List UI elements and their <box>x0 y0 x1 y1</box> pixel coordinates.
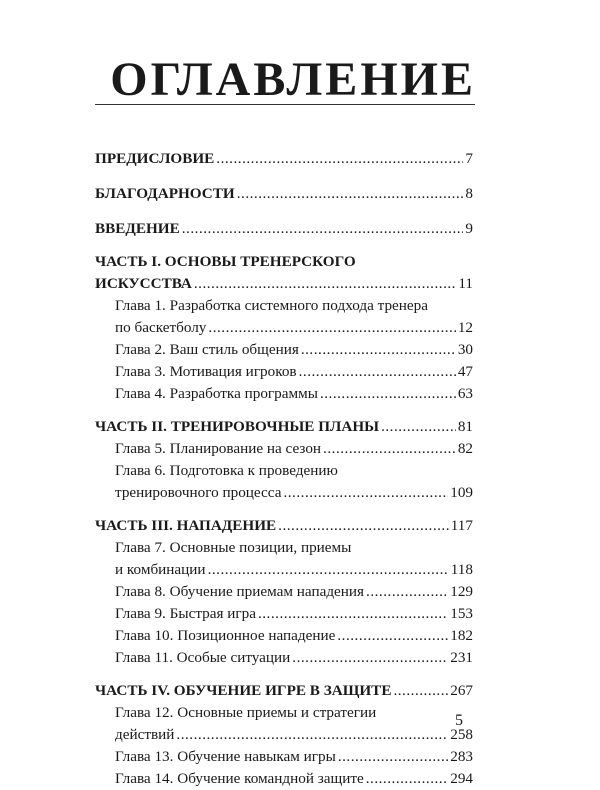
toc-page-number: 153 <box>450 605 473 622</box>
dot-leader <box>337 625 448 647</box>
toc-part1-title-line1[interactable] <box>95 251 473 273</box>
toc-page-number: 7 <box>465 150 473 167</box>
dot-leader <box>208 559 449 581</box>
toc-chapter-7-line2[interactable] <box>95 559 473 581</box>
title-divider <box>95 104 475 105</box>
toc-chapter-10[interactable] <box>95 625 473 647</box>
dot-leader <box>366 581 448 603</box>
toc-chapter-1-line2[interactable] <box>95 317 473 339</box>
toc-page-number: 182 <box>450 627 473 644</box>
toc-page-number: 283 <box>450 748 473 765</box>
toc-chapter-8[interactable] <box>95 581 473 603</box>
toc-entry-intro[interactable] <box>95 218 473 240</box>
toc-chapter-1-line1[interactable] <box>95 295 473 317</box>
toc-part-label: ИСКУССТВА <box>95 275 192 292</box>
toc-chapter-label: Глава 6. Подготовка к проведению <box>115 462 338 479</box>
toc-chapter-label: Глава 1. Разработка системного подхода тренера <box>115 297 428 314</box>
toc-page-number: 231 <box>450 649 473 666</box>
dot-leader <box>299 361 456 383</box>
toc-chapter-label: Глава 5. Планирование на сезон <box>115 440 322 457</box>
toc-chapter-label: по баскетболу <box>115 319 207 336</box>
toc-chapter-label: Глава 12. Основные приемы и стратегии <box>115 704 377 721</box>
toc-chapter-6-line1[interactable] <box>95 460 473 482</box>
toc-chapter-label: Глава 3. Мотивация игроков <box>115 363 297 380</box>
toc-chapter-14[interactable] <box>95 768 473 790</box>
toc-chapter-label: Глава 11. Особые ситуации <box>115 649 291 666</box>
dot-leader <box>393 680 448 702</box>
toc-page-number: 63 <box>457 385 473 402</box>
toc-page-number: 82 <box>457 440 473 457</box>
dot-leader <box>237 183 464 205</box>
dot-leader <box>278 515 449 537</box>
toc-chapter-label: Глава 13. Обучение навыкам игры <box>115 748 336 765</box>
toc-part4-title[interactable] <box>95 680 473 702</box>
dot-leader <box>338 746 448 768</box>
dot-leader <box>283 482 448 504</box>
dot-leader <box>381 416 456 438</box>
toc-part-label: ЧАСТЬ II. ТРЕНИРОВОЧНЫЕ ПЛАНЫ <box>95 418 380 435</box>
toc-page-number: 11 <box>458 275 473 292</box>
toc-chapter-label: Глава 2. Ваш стиль общения <box>115 341 299 358</box>
toc-chapter-label: Глава 14. Обучение командной защите <box>115 770 364 787</box>
toc-entry-thanks[interactable] <box>95 183 473 205</box>
toc-page-number: 294 <box>450 770 473 787</box>
toc-chapter-label: Глава 4. Разработка программы <box>115 385 318 402</box>
table-of-contents <box>95 148 473 790</box>
toc-entry-label: БЛАГОДАРНОСТИ <box>95 185 235 202</box>
toc-chapter-9[interactable] <box>95 603 473 625</box>
dot-leader <box>301 339 456 361</box>
toc-entry-label: ПРЕДИСЛОВИЕ <box>95 150 215 167</box>
toc-entry-label: ВВЕДЕНИЕ <box>95 220 180 237</box>
dot-leader <box>323 438 456 460</box>
toc-page-number: 118 <box>450 561 473 578</box>
toc-chapter-label: Глава 8. Обучение приемам нападения <box>115 583 365 600</box>
page-title: ОГЛАВЛЕНИЕ <box>110 53 476 106</box>
toc-part-label: ЧАСТЬ I. ОСНОВЫ ТРЕНЕРСКОГО <box>95 253 356 270</box>
toc-part1-title-line2[interactable] <box>95 273 473 295</box>
dot-leader <box>366 768 448 790</box>
toc-part2-title[interactable] <box>95 416 473 438</box>
dot-leader <box>208 317 455 339</box>
toc-chapter-label: действий <box>115 726 175 743</box>
toc-chapter-label: Глава 9. Быстрая игра <box>115 605 256 622</box>
toc-page-number: 12 <box>457 319 473 336</box>
toc-part-label: ЧАСТЬ III. НАПАДЕНИЕ <box>95 517 277 534</box>
toc-chapter-3[interactable] <box>95 361 473 383</box>
toc-page-number: 129 <box>450 583 473 600</box>
toc-part-label: ЧАСТЬ IV. ОБУЧЕНИЕ ИГРЕ В ЗАЩИТЕ <box>95 682 392 699</box>
toc-chapter-13[interactable] <box>95 746 473 768</box>
toc-chapter-6-line2[interactable] <box>95 482 473 504</box>
dot-leader <box>216 148 463 170</box>
dot-leader <box>320 383 456 405</box>
toc-page-number: 8 <box>465 185 473 202</box>
toc-page-number: 267 <box>450 682 473 699</box>
dot-leader <box>194 273 457 295</box>
toc-chapter-11[interactable] <box>95 647 473 669</box>
toc-page-number: 258 <box>450 726 473 743</box>
dot-leader <box>258 603 448 625</box>
toc-page-number: 109 <box>450 484 473 501</box>
toc-page-number: 30 <box>457 341 473 358</box>
toc-page-number: 81 <box>457 418 473 435</box>
toc-chapter-12-line1[interactable] <box>95 702 473 724</box>
toc-part3-title[interactable] <box>95 515 473 537</box>
toc-chapter-4[interactable] <box>95 383 473 405</box>
toc-chapter-12-line2[interactable] <box>95 724 473 746</box>
toc-chapter-label: Глава 10. Позиционное нападение <box>115 627 336 644</box>
toc-page-number: 117 <box>450 517 473 534</box>
page-number: 5 <box>455 712 463 729</box>
dot-leader <box>176 724 448 746</box>
toc-chapter-7-line1[interactable] <box>95 537 473 559</box>
toc-chapter-2[interactable] <box>95 339 473 361</box>
toc-chapter-label: Глава 7. Основные позиции, приемы <box>115 539 352 556</box>
toc-chapter-label: и комбинации <box>115 561 206 578</box>
toc-chapter-5[interactable] <box>95 438 473 460</box>
toc-chapter-label: тренировочного процесса <box>115 484 282 501</box>
toc-page-number: 47 <box>457 363 473 380</box>
dot-leader <box>182 218 464 240</box>
dot-leader <box>292 647 448 669</box>
toc-entry-preface[interactable] <box>95 148 473 170</box>
toc-page-number: 9 <box>465 220 473 237</box>
